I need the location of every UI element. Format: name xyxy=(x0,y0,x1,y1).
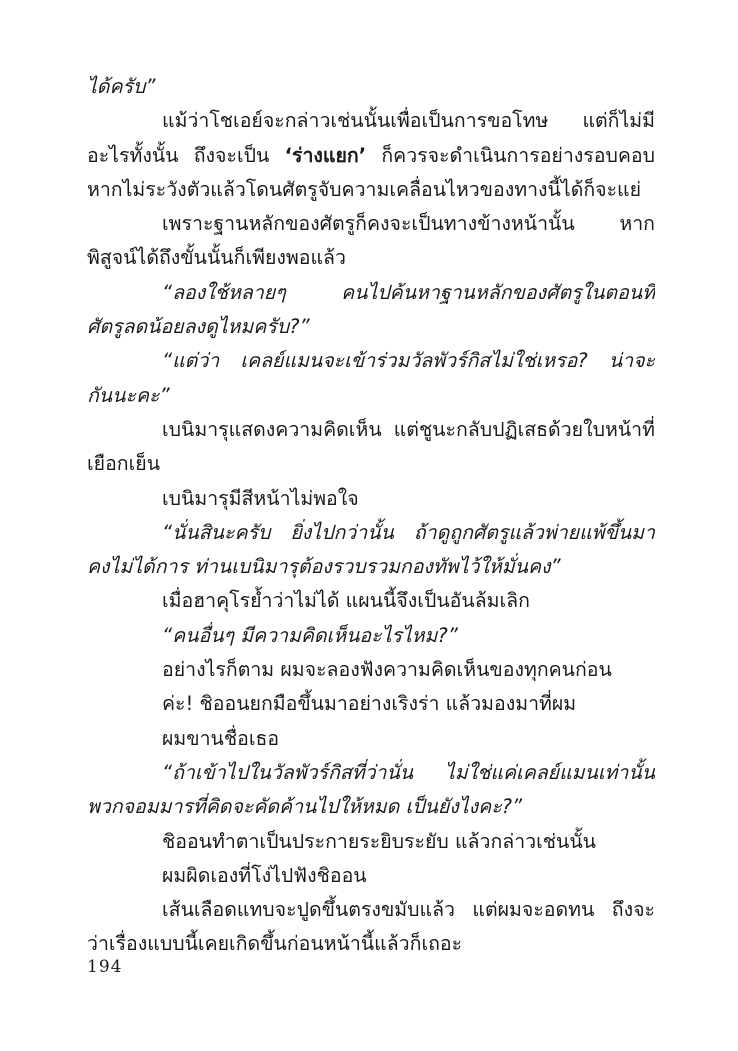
text-line: กันนะคะ” xyxy=(87,383,170,407)
text-line: พิสูจน์ได้ถึงขั้นนั้นก็เพียงพอแล้ว xyxy=(87,246,346,270)
text-line: เมื่อฮาคุโรย้ำว่าไม่ได้ แผนนี้จึงเป็นอันล้มเลิก xyxy=(162,589,530,613)
text-line: ชิออนทำตาเป็นประกายระยิบระยับ แล้วกล่าวเช่นนั้น xyxy=(162,829,596,853)
text-line: ศัตรูลดน้อยลงดูไหมครับ?” xyxy=(87,315,310,339)
text-line: ผมขานชื่อเธอ xyxy=(162,726,280,750)
page-number: 194 xyxy=(87,957,123,977)
text-line: “คนอื่นๆ มีความคิดเห็นอะไรไหม?” xyxy=(162,623,458,647)
text-line: คงไม่ได้การ ท่านเบนิมารุต้องรวบรวมกองทัพไว้ให้มั่นคง” xyxy=(87,555,561,579)
text-line: “แต่ว่า เคลย์แมนจะเข้าร่วมวัลพัวร์กิสไม่ใช่เหรอ? น่าจะ xyxy=(162,349,655,373)
emphasized-term: ‘ร่างแยก’ xyxy=(284,143,367,167)
text-line: แม้ว่าโชเอย์จะกล่าวเช่นนั้นเพื่อเป็นการขอโทษ แต่ก็ไม่มี xyxy=(162,109,655,133)
text-line: ได้ครับ” xyxy=(87,75,156,98)
text-line: เพราะฐานหลักของศัตรูก็คงจะเป็นทางข้างหน้านั้น หาก xyxy=(162,212,655,236)
text-segment: ก็ควรจะดำเนินการอย่างรอบคอบ xyxy=(366,143,655,167)
text-line: ค่ะ! ชิออนยกมือขึ้นมาอย่างเริงร่า แล้วมองมาที่ผม xyxy=(162,692,577,716)
text-segment: อะไรทั้งนั้น ถึงจะเป็น xyxy=(87,143,285,167)
text-line xyxy=(87,139,655,173)
text-line: อย่างไรก็ตาม ผมจะลองฟังความคิดเห็นของทุกคนก่อน xyxy=(162,658,612,682)
text-line: เบนิมารุแสดงความคิดเห็น แต่ชูนะกลับปฏิเสธด้วยใบหน้าที่ xyxy=(162,417,655,441)
text-line: ผมผิดเองที่โง่ไปฟังชิออน xyxy=(162,863,367,887)
text-line: “นั่นสินะครับ ยิ่งไปกว่านั้น ถ้าดูถูกศัตรูแล้วพ่ายแพ้ขึ้นมา xyxy=(162,520,655,544)
text-line: เยือกเย็น xyxy=(87,452,161,476)
text-line: ว่าเรื่องแบบนี้เคยเกิดขึ้นก่อนหน้านี้แล้วก็เถอะ xyxy=(87,932,463,956)
text-line: เส้นเลือดแทบจะปูดขึ้นตรงขมับแล้ว แต่ผมจะอดทน ถึงจะ xyxy=(162,898,655,922)
body-text xyxy=(87,70,655,962)
text-line: “ถ้าเข้าไปในวัลพัวร์กิสที่ว่านั่น ไม่ใช่แค่เคลย์แมนเท่านั้น xyxy=(162,760,655,784)
text-line: หากไม่ระวังตัวแล้วโดนศัตรูจับความเคลื่อนไหวของทางนี้ได้ก็จะแย่ xyxy=(87,177,642,201)
text-line: พวกจอมมารที่คิดจะคัดค้านไปให้หมด เป็นยังไงคะ?” xyxy=(87,795,523,819)
text-line: “ลองใช้หลายๆ คนไปค้นหาฐานหลักของศัตรูในตอนที่ xyxy=(162,280,655,304)
text-line: เบนิมารุมีสีหน้าไม่พอใจ xyxy=(162,486,359,510)
